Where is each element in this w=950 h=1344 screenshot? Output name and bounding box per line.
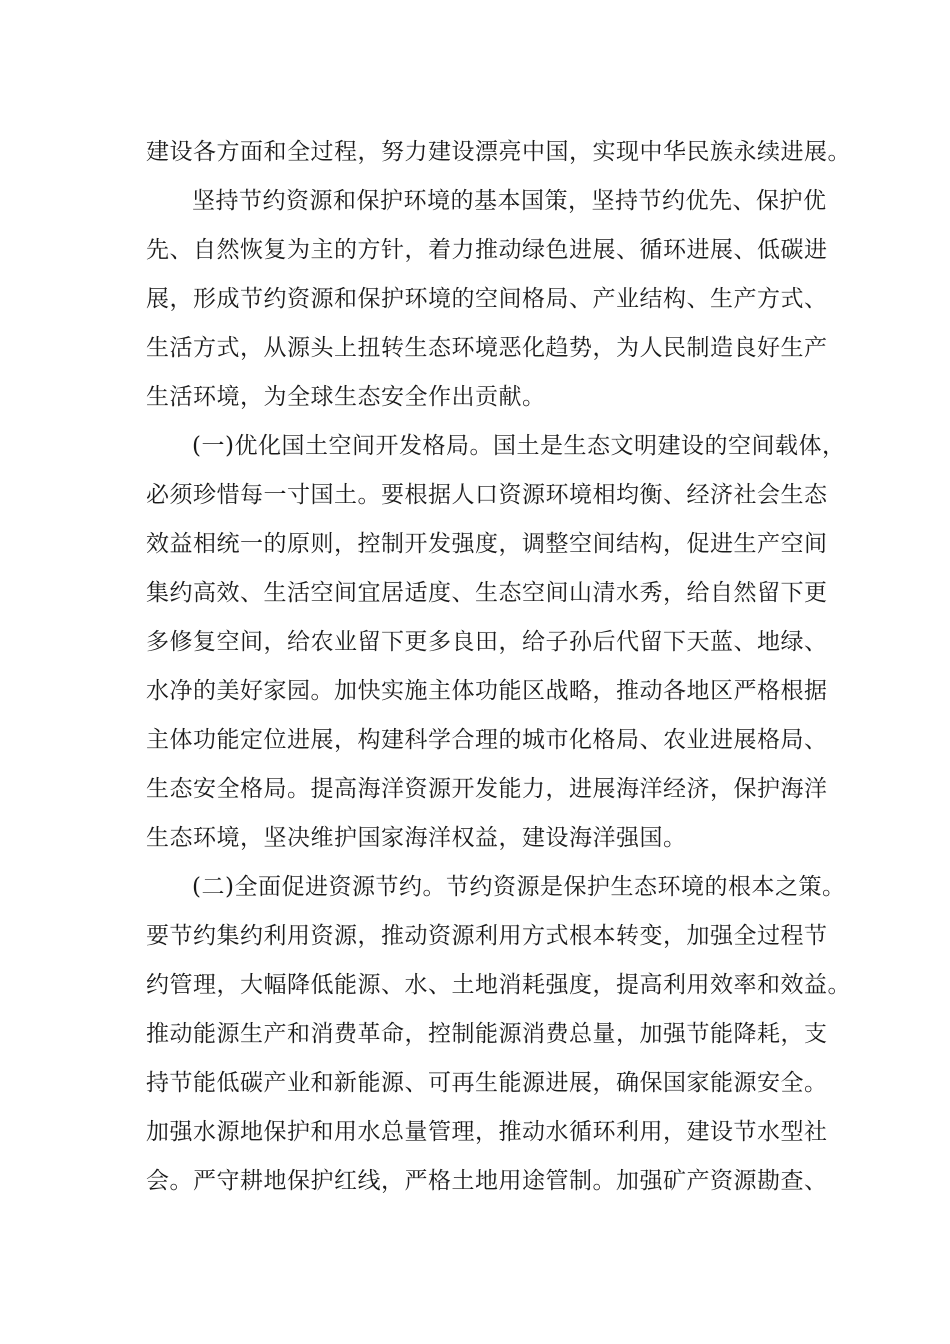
text-line: 多修复空间，给农业留下更多良田，给子孙后代留下天蓝、地绿、 bbox=[146, 629, 828, 655]
text-line: 加强水源地保护和用水总量管理，推动水循环利用，建设节水型社 bbox=[146, 1119, 828, 1145]
text-line: 集约高效、生活空间宜居适度、生态空间山清水秀，给自然留下更 bbox=[146, 580, 828, 606]
text-line: 生活环境，为全球生态安全作出贡献。 bbox=[146, 384, 546, 410]
text-line: 会。严守耕地保护红线，严格土地用途管制。加强矿产资源勘查、 bbox=[146, 1168, 828, 1194]
paragraph-first-line: (二)全面促进资源节约。节约资源是保护生态环境的根本之策。 bbox=[192, 874, 846, 900]
paragraph-first-line: (一)优化国土空间开发格局。国土是生态文明建设的空间载体， bbox=[192, 433, 846, 459]
text-line: 生态安全格局。提高海洋资源开发能力，进展海洋经济，保护海洋 bbox=[146, 776, 828, 802]
text-line: 推动能源生产和消费革命，控制能源消费总量，加强节能降耗，支 bbox=[146, 1021, 828, 1047]
text-line: 展，形成节约资源和保护环境的空间格局、产业结构、生产方式、 bbox=[146, 286, 828, 312]
text-line: 必须珍惜每一寸国土。要根据人口资源环境相均衡、经济社会生态 bbox=[146, 482, 828, 508]
text-line: 约管理，大幅降低能源、水、土地消耗强度，提高利用效率和效益。 bbox=[146, 972, 851, 998]
text-line: 效益相统一的原则，控制开发强度，调整空间结构，促进生产空间 bbox=[146, 531, 828, 557]
text-line: 水净的美好家园。加快实施主体功能区战略，推动各地区严格根据 bbox=[146, 678, 828, 704]
text-line: 要节约集约利用资源，推动资源利用方式根本转变，加强全过程节 bbox=[146, 923, 828, 949]
body-text bbox=[146, 128, 851, 1206]
text-line: 建设各方面和全过程，努力建设漂亮中国，实现中华民族永续进展。 bbox=[146, 139, 851, 165]
text-line: 生活方式，从源头上扭转生态环境恶化趋势，为人民制造良好生产 bbox=[146, 335, 828, 361]
text-line: 主体功能定位进展，构建科学合理的城市化格局、农业进展格局、 bbox=[146, 727, 828, 753]
paragraph-first-line: 坚持节约资源和保护环境的基本国策，坚持节约优先、保护优 bbox=[192, 188, 827, 214]
text-line: 生态环境，坚决维护国家海洋权益，建设海洋强国。 bbox=[146, 825, 687, 851]
text-line: 先、自然恢复为主的方针，着力推动绿色进展、循环进展、低碳进 bbox=[146, 237, 828, 263]
text-line: 持节能低碳产业和新能源、可再生能源进展，确保国家能源安全。 bbox=[146, 1070, 828, 1096]
